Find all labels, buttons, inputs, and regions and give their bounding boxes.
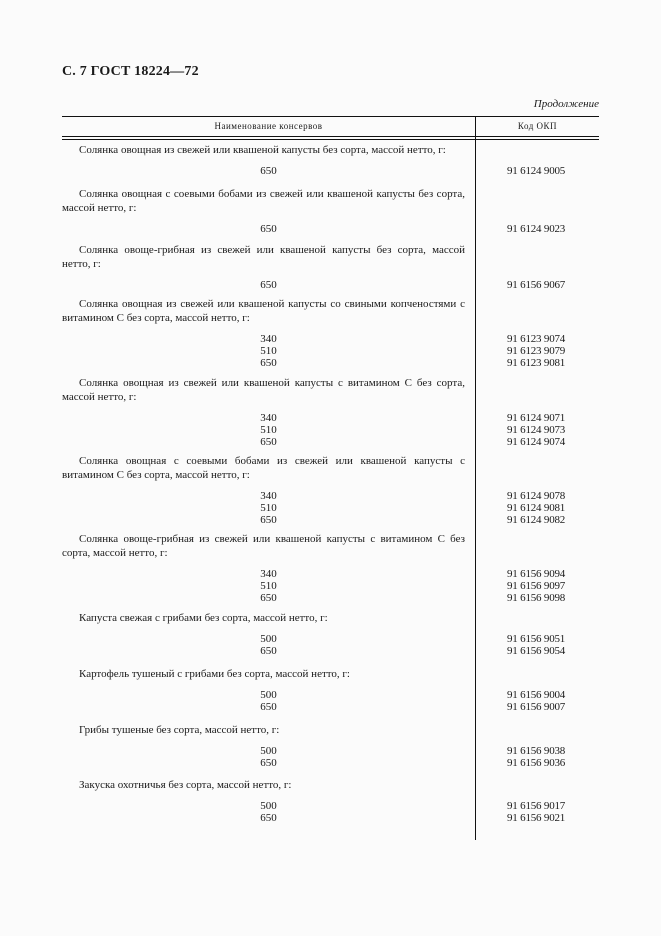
group-description: Солянка овощная из свежей или квашеной капусты с витамином С без сорта, массой нетто, г: <box>62 377 465 403</box>
mass-cell: 650 <box>260 701 277 713</box>
table-row <box>62 701 599 713</box>
mass-cell: 650 <box>260 223 277 235</box>
table-group <box>62 297 599 369</box>
table-row <box>62 502 599 514</box>
code-cell: 91 6124 9073 <box>507 424 566 436</box>
code-cell: 91 6124 9071 <box>507 412 566 424</box>
mass-cell: 510 <box>260 580 277 592</box>
mass-cell: 500 <box>260 633 277 645</box>
table-group <box>62 723 599 769</box>
group-description: Солянка овоще-грибная из свежей или квашеной капусты без сорта, массой нетто, г: <box>62 244 465 270</box>
table-group <box>62 667 599 713</box>
mass-cell: 650 <box>260 165 277 177</box>
table-row <box>62 633 599 645</box>
table-group <box>62 611 599 657</box>
mass-cell: 500 <box>260 745 277 757</box>
mass-cell: 510 <box>260 424 277 436</box>
code-cell: 91 6156 9036 <box>507 757 566 769</box>
table-row <box>62 645 599 657</box>
header-divider-upper <box>62 136 599 137</box>
code-cell: 91 6124 9081 <box>507 502 566 514</box>
code-cell: 91 6124 9005 <box>507 165 566 177</box>
table-row <box>62 345 599 357</box>
code-cell: 91 6124 9074 <box>507 436 566 448</box>
table-group <box>62 143 599 177</box>
table-row <box>62 689 599 701</box>
table-row <box>62 568 599 580</box>
code-cell: 91 6124 9023 <box>507 223 566 235</box>
group-description: Картофель тушеный с грибами без сорта, массой нетто, г: <box>79 668 350 680</box>
table-row <box>62 812 599 824</box>
table-row <box>62 580 599 592</box>
table-row <box>62 745 599 757</box>
table-row <box>62 436 599 448</box>
code-cell: 91 6156 9004 <box>507 689 566 701</box>
mass-cell: 500 <box>260 800 277 812</box>
table-group <box>62 778 599 824</box>
table-group <box>62 454 599 526</box>
table-row <box>62 223 599 235</box>
code-cell: 91 6156 9098 <box>507 592 566 604</box>
group-description: Грибы тушеные без сорта, массой нетто, г: <box>79 724 280 736</box>
mass-cell: 650 <box>260 279 277 291</box>
table-row <box>62 412 599 424</box>
table-group <box>62 376 599 448</box>
code-cell: 91 6156 9051 <box>507 633 566 645</box>
code-cell: 91 6156 9038 <box>507 745 566 757</box>
code-cell: 91 6124 9078 <box>507 490 566 502</box>
group-description: Капуста свежая с грибами без сорта, массой нетто, г: <box>79 612 328 624</box>
group-description: Солянка овощная с соевыми бобами из свежей или квашеной капусты без сорта, массой нетто, г: <box>62 188 465 214</box>
table-row <box>62 279 599 291</box>
group-description: Закуска охотничья без сорта, массой нетто, г: <box>79 779 292 791</box>
mass-cell: 500 <box>260 689 277 701</box>
mass-cell: 650 <box>260 757 277 769</box>
group-description: Солянка овощная с соевыми бобами из свежей или квашеной капусты с витамином С без сорта, массой нетто, г: <box>62 455 465 481</box>
code-cell: 91 6123 9079 <box>507 345 566 357</box>
mass-cell: 650 <box>260 436 277 448</box>
column-header-code: Код ОКП <box>517 121 558 131</box>
mass-cell: 650 <box>260 645 277 657</box>
code-cell: 91 6124 9082 <box>507 514 566 526</box>
table-row <box>62 592 599 604</box>
mass-cell: 650 <box>260 812 277 824</box>
table-row <box>62 514 599 526</box>
table-row <box>62 800 599 812</box>
code-cell: 91 6156 9094 <box>507 568 566 580</box>
mass-cell: 340 <box>260 333 277 345</box>
table-group <box>62 243 599 291</box>
code-cell: 91 6156 9021 <box>507 812 566 824</box>
group-description: Солянка овоще-грибная из свежей или квашеной капусты с витамином С без сорта, массой нетто, г: <box>62 533 465 559</box>
code-cell: 91 6156 9067 <box>507 279 566 291</box>
code-cell: 91 6156 9054 <box>507 645 566 657</box>
table-row <box>62 333 599 345</box>
code-cell: 91 6156 9097 <box>507 580 566 592</box>
mass-cell: 650 <box>260 514 277 526</box>
page-header: С. 7 ГОСТ 18224—72 <box>62 64 199 79</box>
table-group <box>62 187 599 235</box>
table-row <box>62 165 599 177</box>
table-top-border <box>62 116 599 117</box>
mass-cell: 340 <box>260 568 277 580</box>
mass-cell: 510 <box>260 502 277 514</box>
mass-cell: 340 <box>260 412 277 424</box>
column-header-name: Наименование консервов <box>214 121 323 131</box>
table-row <box>62 424 599 436</box>
mass-cell: 650 <box>260 357 277 369</box>
code-cell: 91 6156 9007 <box>507 701 566 713</box>
code-cell: 91 6123 9081 <box>507 357 566 369</box>
table-row <box>62 757 599 769</box>
code-cell: 91 6123 9074 <box>507 333 566 345</box>
mass-cell: 650 <box>260 592 277 604</box>
table-group <box>62 532 599 604</box>
mass-cell: 340 <box>260 490 277 502</box>
code-cell: 91 6156 9017 <box>507 800 566 812</box>
table-row <box>62 357 599 369</box>
continuation-label: Продолжение <box>533 98 599 110</box>
mass-cell: 510 <box>260 345 277 357</box>
group-description: Солянка овощная из свежей или квашеной капусты без сорта, массой нетто, г: <box>79 144 446 156</box>
table-row <box>62 490 599 502</box>
header-divider-lower <box>62 139 599 140</box>
group-description: Солянка овощная из свежей или квашеной капусты со свиными копченостями с витамином С без сорта, массой нетто, г: <box>62 298 465 324</box>
